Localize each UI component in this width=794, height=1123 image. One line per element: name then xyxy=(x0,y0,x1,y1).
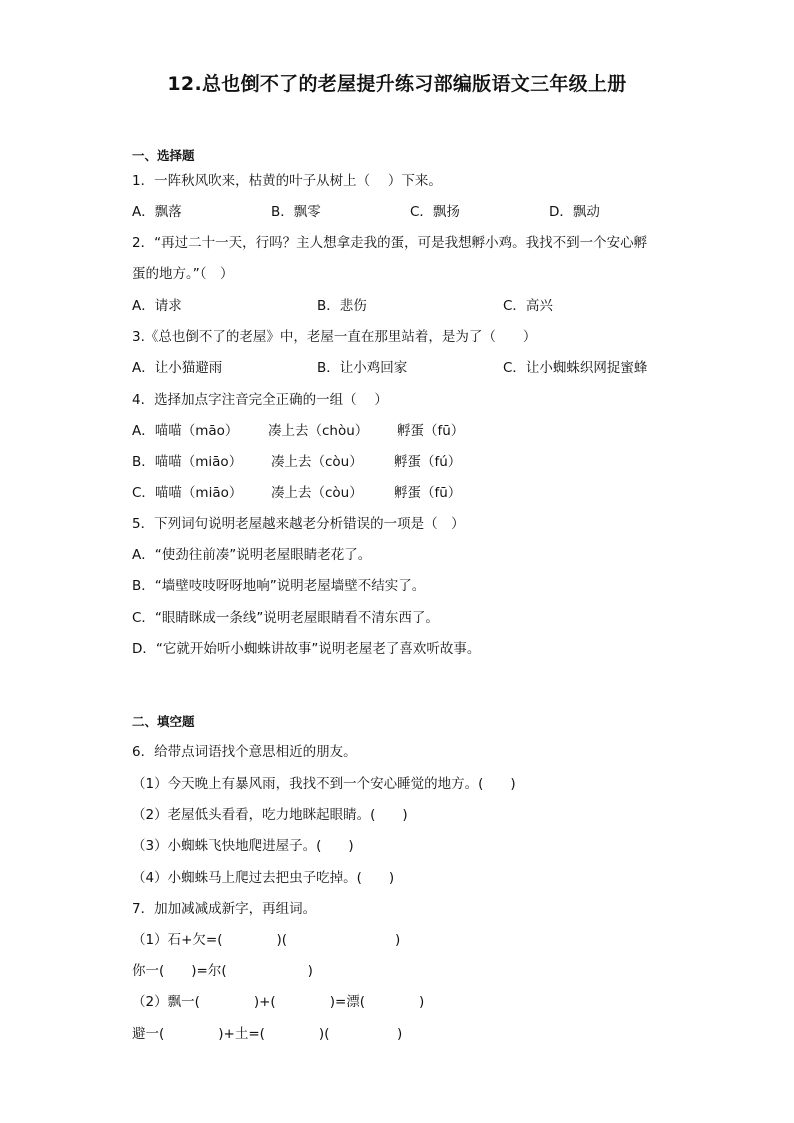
question-4-row-b-col2: 凑上去（còu） xyxy=(271,454,363,470)
question-4-stem: 4．选择加点字注音完全正确的一组（ ） xyxy=(132,392,388,408)
question-7-stem: 7．加加减减成新字，再组词。 xyxy=(132,901,317,917)
question-7-line-1: （1）石+欠=( )( ) xyxy=(132,932,401,948)
question-2-stem-line1: 2．“再过二十一天，行吗？主人想拿走我的蛋，可是我想孵小鸡。我找不到一个安心孵 xyxy=(132,235,648,251)
question-1-option-c: C．飘扬 xyxy=(410,204,460,220)
question-1-option-b: B．飘零 xyxy=(271,204,321,220)
question-6-item-2: （2）老屋低头看看，吃力地眯起眼睛。( ) xyxy=(132,807,408,823)
question-5-option-a: A．“使劲往前凑”说明老屋眼睛老花了。 xyxy=(132,547,372,563)
question-4-row-c-col2: 凑上去（còu） xyxy=(271,485,363,501)
question-3-option-a: A．让小猫避雨 xyxy=(132,360,223,376)
question-1-stem: 1．一阵秋风吹来，枯黄的叶子从树上（ ）下来。 xyxy=(132,173,442,189)
question-4-row-c-col3: 孵蛋（fū） xyxy=(394,485,462,501)
question-4-row-b-col1: B．喵喵（miāo） xyxy=(132,454,243,470)
question-2-stem-line2: 蛋的地方。”（ ） xyxy=(132,266,234,282)
question-5-stem: 5．下列词句说明老屋越来越老分析错误的一项是（ ） xyxy=(132,516,465,532)
question-2-option-b: B．悲伤 xyxy=(317,298,367,314)
question-4-row-b-col3: 孵蛋（fú） xyxy=(394,454,462,470)
question-4-row-a-col3: 孵蛋（fū） xyxy=(397,423,465,439)
question-5-option-c: C．“眼睛眯成一条线”说明老屋眼睛看不清东西了。 xyxy=(132,610,439,626)
question-2-option-c: C．高兴 xyxy=(503,298,553,314)
question-2-option-a: A．请求 xyxy=(132,298,182,314)
question-5-option-d: D．“它就开始听小蜘蛛讲故事”说明老屋老了喜欢听故事。 xyxy=(132,641,481,657)
question-3-option-c: C．让小蜘蛛织网捉蜜蜂 xyxy=(503,360,648,376)
question-6-item-4: （4）小蜘蛛马上爬过去把虫子吃掉。( ) xyxy=(132,870,395,886)
question-4-row-a-col2: 凑上去（chòu） xyxy=(268,423,369,439)
question-7-line-3: （2）飘一( )+( )=漂( ) xyxy=(132,994,425,1010)
question-6-item-1: （1）今天晚上有暴风雨，我找不到一个安心睡觉的地方。( ) xyxy=(132,776,516,792)
question-5-option-b: B．“墙壁吱吱呀呀地响”说明老屋墙壁不结实了。 xyxy=(132,578,426,594)
question-1-option-d: D．飘动 xyxy=(549,204,600,220)
question-7-line-4: 避一( )+土=( )( ) xyxy=(132,1026,403,1042)
question-6-stem: 6．给带点词语找个意思相近的朋友。 xyxy=(132,744,357,760)
question-4-row-c-col1: C．喵喵（miāo） xyxy=(132,485,243,501)
question-3-option-b: B．让小鸡回家 xyxy=(317,360,408,376)
question-6-item-3: （3）小蜘蛛飞快地爬进屋子。( ) xyxy=(132,838,354,854)
section-heading-fill: 二、填空题 xyxy=(132,714,195,729)
question-1-option-a: A．飘落 xyxy=(132,204,182,220)
question-3-stem: 3.《总也倒不了的老屋》中，老屋一直在那里站着，是为了（ ） xyxy=(132,329,537,345)
question-7-line-2: 你一( )=尔( ) xyxy=(132,963,313,979)
page-title: 12.总也倒不了的老屋提升练习部编版语文三年级上册 xyxy=(167,73,627,95)
question-4-row-a-col1: A．喵喵（māo） xyxy=(132,423,239,439)
section-heading-choice: 一、选择题 xyxy=(132,148,195,163)
